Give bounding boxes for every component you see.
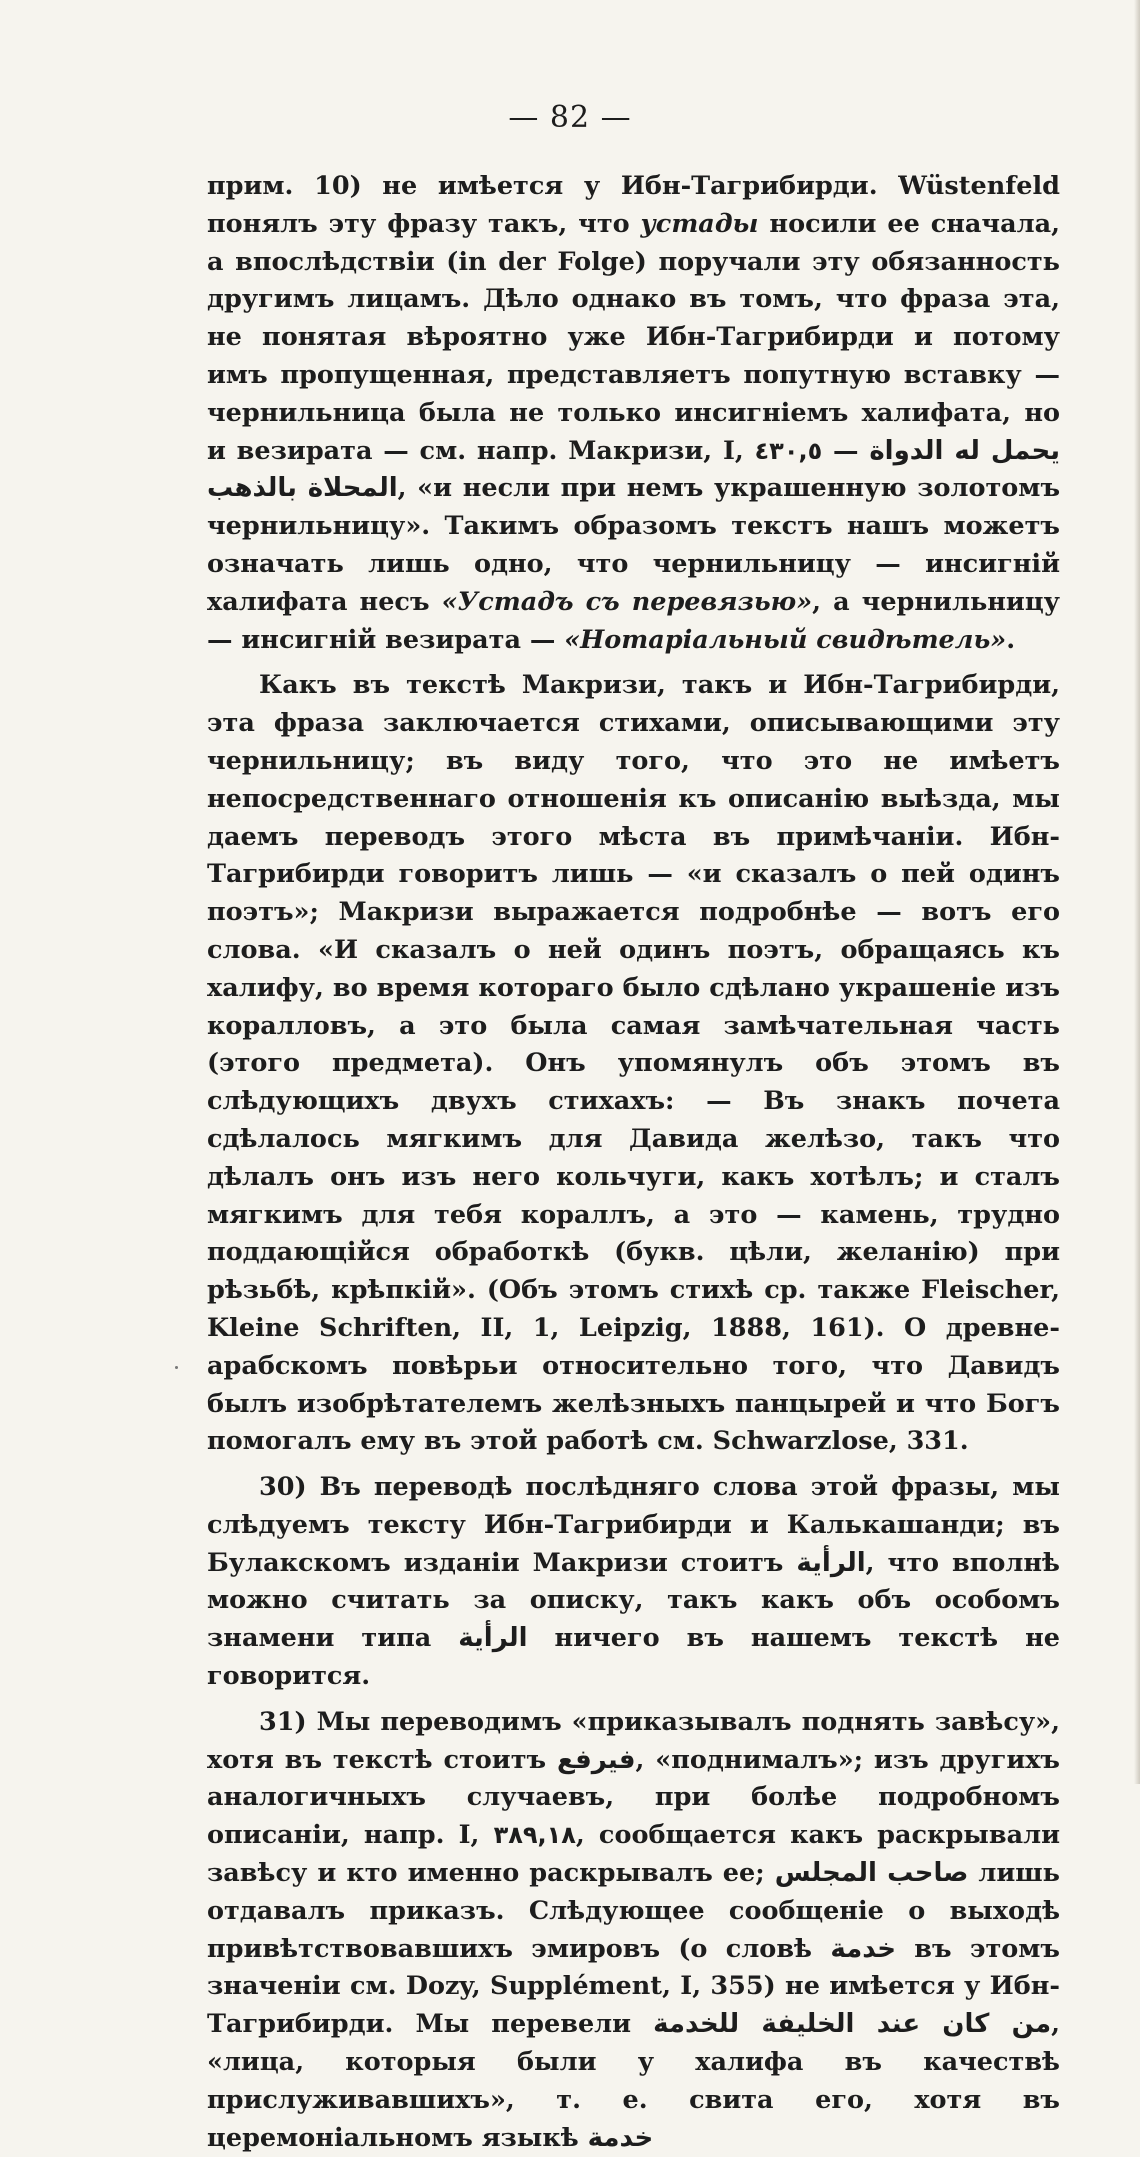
arabic-word: فيرفع [556, 1744, 636, 1775]
paragraph-note-continuation [207, 168, 1060, 659]
text-run: . [1006, 624, 1016, 655]
italic-term: «Нотаріальный свидѣтель» [564, 624, 1007, 655]
italic-term: устады [640, 208, 759, 239]
text-run: носили ее сначала, а впослѣдствіи (in der Folge) поручали эту обязанность другимъ лицамъ. Дѣло однако въ томъ, что фраза эта, не понятая вѣроятно уже Ибн-Тагрибирди и потому имъ пропущенная, представляетъ попутную вставку — чернильница была не только инсигніемъ халифата, но и везирата — см. напр. Макризи, I, [207, 208, 1060, 466]
text-column [207, 168, 1060, 2157]
arabic-reference: ٣٨٩,١٨ [493, 1821, 576, 1850]
text-run: 30) Въ переводѣ послѣдняго слова этой фразы, мы слѣдуемъ тексту Ибн-Тагрибирди и Калькашанди; въ Булакскомъ изданіи Макризи стоитъ [207, 1472, 1060, 1578]
text-run: , что вполнѣ можно считать за описку, такъ какъ объ особомъ знамени типа [207, 1547, 1060, 1654]
arabic-word: خدمة [587, 2122, 654, 2153]
text-run: , «лица, которыя были у халифа въ качествѣ прислуживавшихъ», т. е. свита его, хотя въ церемоніальномъ языкѣ [207, 2009, 1060, 2153]
arabic-reference: ٤٣٠,٥ [754, 436, 823, 465]
text-run: въ этомъ значеніи см. Dozy, Supplément, I, 355) не имѣется у Ибн-Тагрибирди. Мы перевели [207, 1933, 1060, 2040]
text-run: , «и несли при немъ украшенную золотомъ чернильницу». Такимъ образомъ текстъ нашъ можетъ означать лишь одно, что чернильницу — инсигній халифата несъ [207, 473, 1061, 617]
paragraph-note-30 [207, 1469, 1060, 1696]
paragraph-poem-note: Какъ въ текстѣ Макризи, такъ и Ибн-Тагрибирди, эта фраза заключается стихами, описывающими эту чернильницу; въ виду того, что это не имѣетъ непосредственнаго отношенія къ описанію выѣзда, мы даемъ переводъ этого мѣста въ примѣчаніи. Ибн-Тагрибирди говоритъ лишь — «и сказалъ о пей одинъ поэтъ»; Макризи выражается подробнѣе — вотъ его слова. «И сказалъ о ней одинъ поэтъ, обращаясь къ халифу, во время котораго было сдѣлано украшеніе изъ коралловъ, а это была самая замѣчательная часть (этого предмета). Онъ упомянулъ объ этомъ въ слѣдующихъ двухъ стихахъ: — Въ знакъ почета сдѣлалось мягкимъ для Давида желѣзо, такъ что дѣлалъ онъ изъ него кольчуги, какъ хотѣлъ; и сталъ мягкимъ для тебя кораллъ, а это — камень, трудно поддающійся обработкѣ (букв. цѣли, желанію) при рѣзьбѣ, крѣпкій». (Объ этомъ стихѣ ср. также Fleischer, Kleine Schriften, II, 1, Leipzig, 1888, 161). О древне-арабскомъ повѣрьи относительно того, что Давидъ былъ изобрѣтателемъ желѣзныхъ панцырей и что Богъ помогалъ ему въ этой работѣ см. Schwarzlose, 331. [207, 670, 1060, 1457]
page-number: — 82 — [508, 100, 632, 135]
italic-term: «Устадъ съ перевязью» [441, 586, 813, 617]
text-run: — [822, 435, 870, 466]
text-run: , «поднималъ»; изъ другихъ аналогичныхъ случаевъ, при болѣе подробномъ описаніи, напр. I, [207, 1744, 1060, 1851]
text-run: прим. 10) не имѣется у Ибн-Тагрибирди. Wüstenfeld понялъ эту фразу такъ, что [207, 171, 1060, 239]
text-run: ничего въ нашемъ текстѣ не говорится. [207, 1623, 1060, 1692]
page-edge-shadow [1134, 0, 1140, 1784]
text-run: , а чернильницу — инсигній везирата — [207, 586, 1060, 655]
arabic-word: خدمة [830, 1933, 896, 1964]
arabic-quote: يحمل له الدواة المحلاة بالذهب [207, 435, 1060, 504]
paragraph-note-31 [207, 1704, 1060, 2157]
arabic-word: الرأية [796, 1547, 866, 1578]
arabic-word: من كان عند الخليفة للخدمة [653, 2009, 1052, 2040]
text-run: лишь отдавалъ приказъ. Слѣдующее сообщеніе о выходѣ привѣтствовавшихъ эмировъ (о словѣ [207, 1858, 1060, 1964]
arabic-word: الرأية [458, 1623, 528, 1654]
arabic-word: صاحب المجلس [774, 1858, 969, 1889]
text-run: 31) Мы переводимъ «приказывалъ поднять завѣсу», хотя въ текстѣ стоитъ [207, 1706, 1060, 1775]
print-speck [175, 1366, 178, 1369]
text-run: , сообщается какъ раскрывали завѣсу и кто именно раскрывалъ ее; [207, 1820, 1060, 1889]
